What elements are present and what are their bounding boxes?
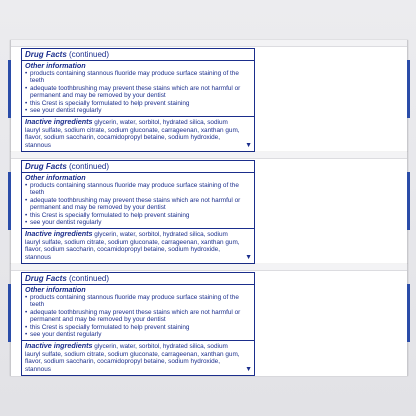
inactive-ingredients-label: Inactive ingredients [25, 341, 93, 351]
other-information-list [25, 182, 251, 226]
other-information-heading: Other information [25, 173, 86, 182]
panel-right-accent [407, 60, 410, 118]
drug-facts-box [21, 48, 255, 152]
list-item: • adequate toothbrushing may prevent these stains which are not harmful or permanent and may be removed by your dentist [25, 85, 251, 100]
other-information-list [25, 294, 251, 338]
drug-facts-title-bold: Drug Facts [25, 50, 67, 59]
other-information-heading: Other information [25, 285, 86, 294]
panel-top-strip [11, 40, 407, 47]
drug-facts-box [21, 160, 255, 264]
inactive-ingredients [25, 118, 251, 149]
drug-facts-title-continued: (continued) [66, 50, 110, 59]
drug-facts-title-bold: Drug Facts [25, 162, 67, 171]
list-item: • see your dentist regularly [25, 331, 251, 338]
inactive-ingredients-label: Inactive ingredients [25, 229, 93, 239]
panel-left-accent [8, 60, 11, 118]
list-item: • see your dentist regularly [25, 107, 251, 114]
panel-right-accent [407, 284, 410, 342]
inactive-ingredients [25, 342, 251, 373]
triangle-down-icon: ▼ [245, 366, 252, 374]
list-item: • products containing stannous fluoride may produce surface staining of the teeth [25, 182, 251, 197]
drug-facts-title [22, 50, 254, 61]
inactive-ingredients [25, 230, 251, 261]
list-item: • products containing stannous fluoride may produce surface staining of the teeth [25, 294, 251, 309]
drug-facts-title-continued: (continued) [66, 274, 110, 283]
inactive-ingredients-label: Inactive ingredients [25, 117, 93, 127]
list-item: • see your dentist regularly [25, 219, 251, 226]
list-item: • adequate toothbrushing may prevent these stains which are not harmful or permanent and may be removed by your dentist [25, 197, 251, 212]
panel-top-strip [11, 152, 407, 159]
other-information-heading: Other information [25, 61, 86, 70]
label-panel [10, 40, 408, 152]
list-item: • this Crest is specially formulated to help prevent staining [25, 100, 251, 107]
triangle-down-icon: ▼ [245, 254, 252, 262]
drug-facts-title [22, 274, 254, 285]
drug-facts-title [22, 162, 254, 173]
inactive-ingredients-text: glycerin, water, sorbitol, hydrated silica, sodium lauryl sulfate, sodium citrate, sodium gluconate, carrageenan, xanthan gum, flavor, sodium saccharin, cocamidopropyl betaine, sodium hydroxide, stannous [25, 231, 240, 261]
drug-facts-title-bold: Drug Facts [25, 274, 67, 283]
label-panel [10, 152, 408, 264]
panel-left-accent [8, 284, 11, 342]
list-item: • this Crest is specially formulated to help prevent staining [25, 212, 251, 219]
inactive-ingredients-text: glycerin, water, sorbitol, hydrated silica, sodium lauryl sulfate, sodium citrate, sodium gluconate, carrageenan, xanthan gum, flavor, sodium saccharin, cocamidopropyl betaine, sodium hydroxide, stannous [25, 119, 240, 149]
drug-facts-box [21, 272, 255, 376]
drug-facts-title-continued: (continued) [66, 162, 110, 171]
list-item: • products containing stannous fluoride may produce surface staining of the teeth [25, 70, 251, 85]
panel-right-accent [407, 172, 410, 230]
label-panel [10, 264, 408, 376]
list-item: • adequate toothbrushing may prevent these stains which are not harmful or permanent and may be removed by your dentist [25, 309, 251, 324]
list-item: • this Crest is specially formulated to help prevent staining [25, 324, 251, 331]
inactive-ingredients-text: glycerin, water, sorbitol, hydrated silica, sodium lauryl sulfate, sodium citrate, sodium gluconate, carrageenan, xanthan gum, flavor, sodium saccharin, cocamidopropyl betaine, sodium hydroxide, stannous [25, 343, 240, 373]
panel-top-strip [11, 264, 407, 271]
other-information-list [25, 70, 251, 114]
panel-left-accent [8, 172, 11, 230]
triangle-down-icon: ▼ [245, 142, 252, 150]
